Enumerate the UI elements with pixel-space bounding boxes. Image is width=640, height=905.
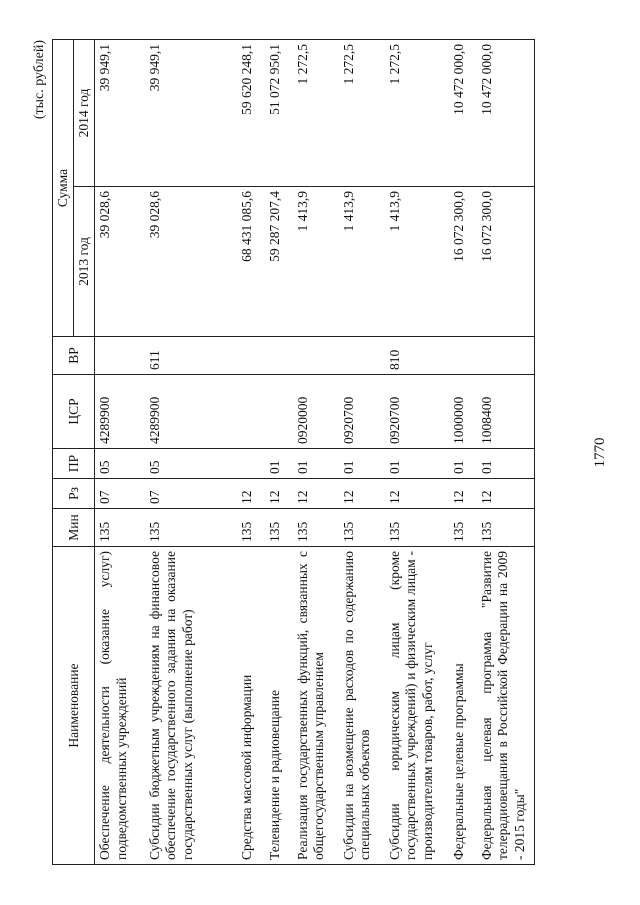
table-body — [95, 39, 535, 864]
row-csr: 0920700 — [385, 375, 449, 449]
header-sum: Сумма — [53, 39, 74, 336]
table-row — [145, 39, 237, 864]
row-pr: 05 — [95, 449, 145, 479]
row-min: 135 — [293, 509, 339, 547]
row-csr: 0920000 — [293, 375, 339, 449]
row-rz: 12 — [265, 479, 293, 509]
header-csr: ЦСР — [53, 375, 95, 449]
row-csr: 4289900 — [145, 375, 237, 449]
row-pr — [237, 449, 265, 479]
row-csr: 4289900 — [95, 375, 145, 449]
row-pr: 01 — [477, 449, 535, 479]
row-rz: 07 — [145, 479, 237, 509]
row-name: Субсидии бюджетным учреждениям на финансовое обеспечение государственного задания на оказание государственных услуг (выполнение работ) — [145, 547, 237, 865]
units-note: (тыс. рублей) — [32, 40, 47, 120]
page-number: 1770 — [592, 437, 608, 468]
row-name: Средства массовой информации — [237, 547, 265, 865]
header-rz: Рз — [53, 479, 95, 509]
row-name: Телевидение и радиовещание — [265, 547, 293, 865]
row-amount-2013: 16 072 300,0 — [477, 187, 535, 337]
table-row — [339, 39, 385, 864]
row-min: 135 — [385, 509, 449, 547]
row-vr — [449, 337, 477, 375]
row-name: Обеспечение деятельности (оказание услуг) подведомственных учреждений — [95, 547, 145, 865]
row-amount-2014: 1 272,5 — [339, 39, 385, 186]
table-row — [265, 39, 293, 864]
row-rz: 12 — [237, 479, 265, 509]
budget-table — [52, 39, 535, 865]
row-name: Федеральные целевые программы — [449, 547, 477, 865]
header-pr: ПР — [53, 449, 95, 479]
row-pr: 01 — [265, 449, 293, 479]
row-amount-2013: 59 287 207,4 — [265, 187, 293, 337]
row-pr: 01 — [385, 449, 449, 479]
row-name: Реализация государственных функций, связанных с общегосударственным управлением — [293, 547, 339, 865]
row-min: 135 — [95, 509, 145, 547]
row-rz: 12 — [385, 479, 449, 509]
header-2013: 2013 год — [74, 187, 95, 337]
table-row — [293, 39, 339, 864]
header-vr: ВР — [53, 337, 95, 375]
row-pr: 05 — [145, 449, 237, 479]
table-row — [237, 39, 265, 864]
header-name: Наименование — [53, 547, 95, 865]
row-amount-2013: 39 028,6 — [95, 187, 145, 337]
row-csr: 1000000 — [449, 375, 477, 449]
row-amount-2014: 51 072 950,1 — [265, 39, 293, 186]
row-amount-2014: 39 949,1 — [95, 39, 145, 186]
row-pr: 01 — [339, 449, 385, 479]
row-amount-2014: 1 272,5 — [293, 39, 339, 186]
row-rz: 12 — [449, 479, 477, 509]
row-min: 135 — [339, 509, 385, 547]
row-rz: 12 — [339, 479, 385, 509]
row-vr — [477, 337, 535, 375]
table-row — [95, 39, 145, 864]
row-vr — [339, 337, 385, 375]
row-vr — [265, 337, 293, 375]
row-min: 135 — [237, 509, 265, 547]
row-amount-2013: 1 413,9 — [339, 187, 385, 337]
row-pr: 01 — [293, 449, 339, 479]
row-pr: 01 — [449, 449, 477, 479]
row-amount-2014: 10 472 000,0 — [477, 39, 535, 186]
row-min: 135 — [265, 509, 293, 547]
header-2014: 2014 год — [74, 39, 95, 186]
row-amount-2013: 68 431 085,6 — [237, 187, 265, 337]
table-row — [477, 39, 535, 864]
row-csr — [265, 375, 293, 449]
row-min: 135 — [477, 509, 535, 547]
row-min: 135 — [449, 509, 477, 547]
row-min: 135 — [145, 509, 237, 547]
row-amount-2014: 10 472 000,0 — [449, 39, 477, 186]
row-name: Субсидии юридическим лицам (кроме государственных учреждений) и физическим лицам - производителям товаров, работ, услуг — [385, 547, 449, 865]
row-rz: 12 — [477, 479, 535, 509]
row-vr — [237, 337, 265, 375]
row-amount-2014: 1 272,5 — [385, 39, 449, 186]
header-min: Мин — [53, 509, 95, 547]
row-amount-2014: 59 620 248,1 — [237, 39, 265, 186]
row-vr: 810 — [385, 337, 449, 375]
row-amount-2013: 1 413,9 — [385, 187, 449, 337]
table-row — [449, 39, 477, 864]
row-csr — [237, 375, 265, 449]
row-amount-2014: 39 949,1 — [145, 39, 237, 186]
row-csr: 1008400 — [477, 375, 535, 449]
row-rz: 07 — [95, 479, 145, 509]
row-amount-2013: 16 072 300,0 — [449, 187, 477, 337]
row-vr — [95, 337, 145, 375]
row-name: Субсидии на возмещение расходов по содержанию специальных объектов — [339, 547, 385, 865]
row-csr: 0920700 — [339, 375, 385, 449]
table-row — [385, 39, 449, 864]
row-amount-2013: 1 413,9 — [293, 187, 339, 337]
row-name: Федеральная целевая программа "Развитие телерадиовещания в Российской Федерации на 2009 - 2015 годы" — [477, 547, 535, 865]
row-vr: 611 — [145, 337, 237, 375]
row-amount-2013: 39 028,6 — [145, 187, 237, 337]
row-rz: 12 — [293, 479, 339, 509]
row-vr — [293, 337, 339, 375]
